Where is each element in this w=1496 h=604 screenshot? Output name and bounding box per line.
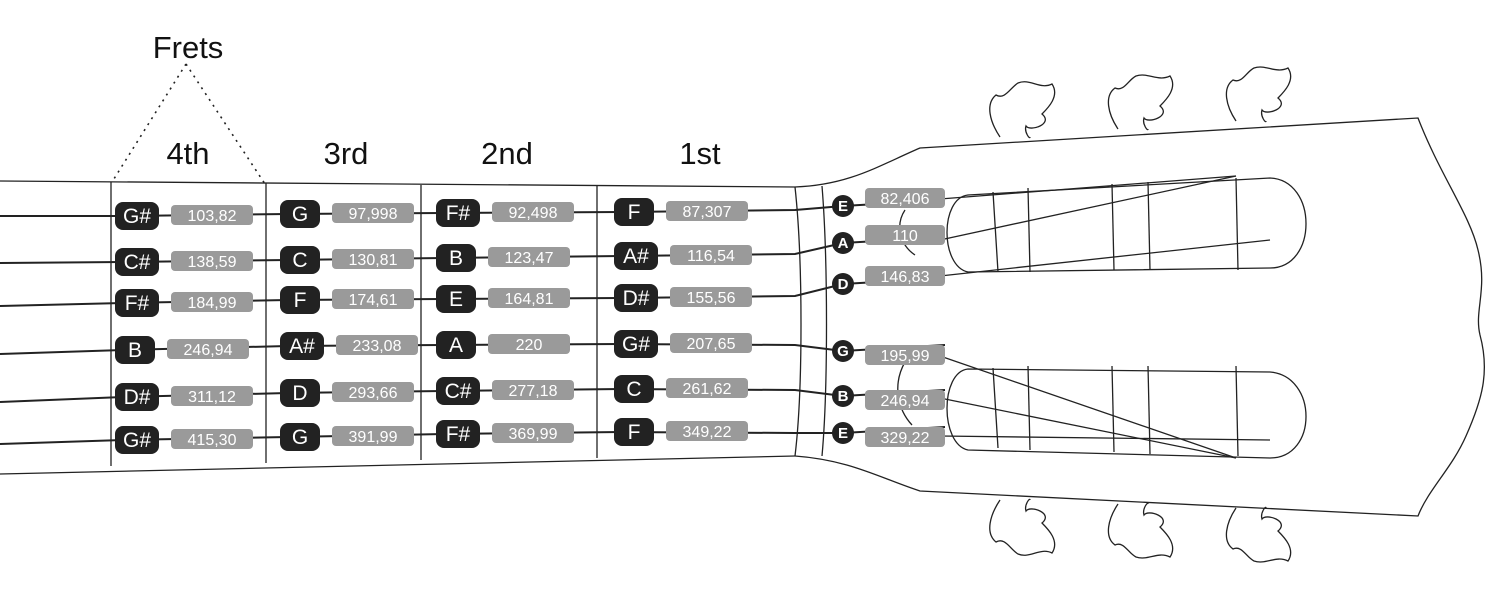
fret-label-3rd: 3rd [323,136,369,171]
fret-note [436,420,574,448]
fret-note [436,285,570,313]
string-to-roller [940,176,1236,199]
note-name: G# [122,205,152,228]
freq-value: 220 [515,337,543,354]
tuner-keys-bottom [990,499,1291,562]
open-note-name: G [837,343,849,360]
note-name: C# [444,380,472,403]
open-freq-value: 146,83 [880,269,930,286]
freq-value: 415,30 [187,432,237,449]
tuner-key-icon [1226,507,1290,562]
freq-value: 277,18 [508,383,558,400]
roller-line [993,368,998,448]
open-note-name: E [837,198,849,215]
note-name: D# [622,287,650,310]
fret-note [115,336,249,364]
note-name: C# [123,251,151,274]
note-name: G# [122,429,152,452]
fret-note [436,331,570,359]
fret-label-4th: 4th [166,136,210,171]
fret-note [280,200,414,228]
open-freq-value: 82,406 [880,191,930,208]
freq-value: 123,47 [504,250,554,267]
open-note-name: A [837,235,849,252]
note-name: F# [445,423,471,446]
note-name: F [293,289,307,312]
note-name: D# [123,386,151,409]
freq-value: 233,08 [352,338,402,355]
headstock-outline [795,118,1484,516]
open-string [832,188,945,217]
freq-value: 349,22 [682,424,732,441]
note-name: D [292,382,308,405]
open-string [832,266,945,295]
freq-value: 97,998 [348,206,398,223]
note-name: B [127,339,143,362]
freq-value: 103,82 [187,208,237,225]
upper-slot [947,178,1306,272]
note-name: F# [124,292,150,315]
open-string [832,385,945,410]
open-string [832,225,945,254]
fret-note [614,375,748,403]
note-name: A# [623,245,649,268]
nut-line-right [822,186,827,456]
headstock [795,118,1484,516]
freq-value: 138,59 [187,254,237,271]
fret-note [115,426,253,454]
freq-value: 261,62 [682,381,732,398]
fret-note [436,244,570,272]
note-name: B [448,247,464,270]
roller-line [1236,366,1238,456]
roller-line [1236,178,1238,270]
freq-value: 391,99 [348,429,398,446]
fret-note [280,379,414,407]
open-string [832,340,945,365]
note-name: F [627,421,641,444]
fret-note [614,284,752,312]
string-to-roller [940,436,1270,440]
freq-value: 92,498 [508,205,558,222]
open-strings [832,188,945,447]
neck-bottom-edge [0,456,795,474]
tuner-keys-top [990,67,1291,138]
fret-label-1st: 1st [679,136,721,171]
fret-note [280,286,414,314]
freq-value: 207,65 [686,336,736,353]
open-note-name: E [837,425,849,442]
note-name: F [627,201,641,224]
tuner-key-icon [990,82,1055,138]
fret-note [436,199,574,227]
fret-note [115,248,253,276]
fret-note [280,423,414,451]
note-name: G [291,426,309,449]
freq-value: 174,61 [348,292,398,309]
freq-value: 293,66 [348,385,398,402]
open-freq-value: 329,22 [880,430,930,447]
fret-note [115,289,253,317]
note-name: E [448,288,464,311]
fret-note [614,242,752,270]
note-name: F# [445,202,471,225]
frets-title: Frets [152,30,224,65]
open-freq-value: 110 [892,228,918,245]
freq-value: 369,99 [508,426,558,443]
note-name: A# [289,335,315,358]
roller-line [1112,366,1114,452]
tuner-key-icon [1226,67,1290,122]
fret-note [115,383,253,411]
freq-value: 155,56 [686,290,736,307]
fret-label-2nd: 2nd [481,136,533,171]
freq-value: 246,94 [183,342,233,359]
nut-line-left [795,187,801,456]
tuner-key-icon [1108,75,1172,130]
lower-slot [947,369,1306,458]
roller-line [993,192,998,272]
fret-notes [115,198,752,454]
freq-value: 184,99 [187,295,237,312]
roller-line [1028,188,1030,272]
open-freq-value: 246,94 [880,393,930,410]
tuner-key-icon [1108,503,1172,558]
open-freq-value: 195,99 [880,348,930,365]
note-name: C [292,249,308,272]
neck-top-edge [0,181,795,187]
fret-note [115,202,253,230]
fret-note [614,330,752,358]
fret-note [614,198,748,226]
note-name: G# [621,333,651,356]
open-note-name: B [837,388,849,405]
string-to-roller [940,176,1236,240]
open-note-name: D [837,276,849,293]
fret-note [436,377,574,405]
freq-value: 116,54 [687,248,735,265]
freq-value: 164,81 [504,291,554,308]
freq-value: 311,12 [188,389,236,406]
note-name: G [291,203,309,226]
fret-note [614,418,748,446]
fret-note [280,246,414,274]
fret-note [280,332,418,360]
note-name: C [626,378,642,401]
tuner-key-icon [990,499,1055,555]
freq-value: 130,81 [348,252,398,269]
open-string [832,422,945,447]
note-name: A [448,334,464,357]
freq-value: 87,307 [682,204,732,221]
